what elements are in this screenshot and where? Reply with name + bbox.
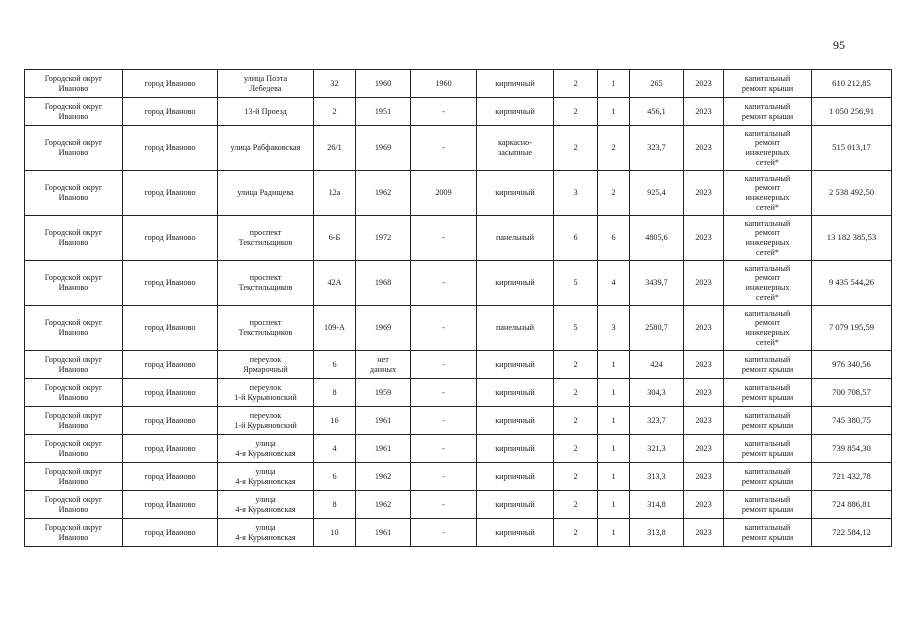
cost-cell: 13 182 385,53 [812, 216, 892, 261]
housing-registry-table [24, 69, 892, 547]
table-row [25, 261, 892, 306]
municipality-cell: Городской округ Иваново [25, 519, 123, 547]
table-row [25, 407, 892, 435]
year-overhaul-cell: - [411, 216, 477, 261]
locality-cell: город Иваново [123, 351, 218, 379]
cost-cell: 7 079 195,59 [812, 306, 892, 351]
area-cell: 314,8 [630, 491, 684, 519]
wall-material-cell: кирпичный [477, 171, 554, 216]
work-type-cell: капитальный ремонт крыши [724, 379, 812, 407]
table-row [25, 351, 892, 379]
municipality-cell: Городской округ Иваново [25, 261, 123, 306]
year-built-cell: 1962 [356, 171, 411, 216]
work-type-cell: капитальный ремонт инженерных сетей* [724, 216, 812, 261]
municipality-cell: Городской округ Иваново [25, 216, 123, 261]
work-type-cell: капитальный ремонт крыши [724, 435, 812, 463]
cost-cell: 2 538 492,50 [812, 171, 892, 216]
floors-cell: 2 [554, 70, 598, 98]
cost-cell: 745 380,75 [812, 407, 892, 435]
area-cell: 3439,7 [630, 261, 684, 306]
municipality-cell: Городской округ Иваново [25, 491, 123, 519]
work-type-cell: капитальный ремонт инженерных сетей* [724, 261, 812, 306]
wall-material-cell: кирпичный [477, 70, 554, 98]
floors-cell: 3 [554, 171, 598, 216]
street-cell: улица Радищева [218, 171, 314, 216]
entrances-cell: 3 [598, 306, 630, 351]
cost-cell: 700 708,57 [812, 379, 892, 407]
year-overhaul-cell: - [411, 379, 477, 407]
plan-year-cell: 2023 [684, 216, 724, 261]
wall-material-cell: кирпичный [477, 407, 554, 435]
year-built-cell: 1972 [356, 216, 411, 261]
municipality-cell: Городской округ Иваново [25, 379, 123, 407]
floors-cell: 2 [554, 463, 598, 491]
locality-cell: город Иваново [123, 126, 218, 171]
entrances-cell: 1 [598, 435, 630, 463]
year-overhaul-cell: - [411, 435, 477, 463]
house-number-cell: 6 [314, 463, 356, 491]
year-overhaul-cell: 1960 [411, 70, 477, 98]
entrances-cell: 1 [598, 70, 630, 98]
year-overhaul-cell: - [411, 126, 477, 171]
house-number-cell: 4 [314, 435, 356, 463]
year-built-cell: 1962 [356, 491, 411, 519]
wall-material-cell: кирпичный [477, 463, 554, 491]
table-row [25, 98, 892, 126]
wall-material-cell: каркасно- засыпные [477, 126, 554, 171]
cost-cell: 976 340,56 [812, 351, 892, 379]
year-built-cell: 1951 [356, 98, 411, 126]
house-number-cell: 16 [314, 407, 356, 435]
wall-material-cell: панельный [477, 306, 554, 351]
street-cell: улица 4-я Курьяновская [218, 463, 314, 491]
plan-year-cell: 2023 [684, 171, 724, 216]
work-type-cell: капитальный ремонт крыши [724, 407, 812, 435]
work-type-cell: капитальный ремонт крыши [724, 351, 812, 379]
street-cell: улица 4-я Курьяновская [218, 435, 314, 463]
street-cell: 13-й Проезд [218, 98, 314, 126]
work-type-cell: капитальный ремонт крыши [724, 519, 812, 547]
table-row [25, 171, 892, 216]
area-cell: 313,8 [630, 519, 684, 547]
table-row [25, 435, 892, 463]
work-type-cell: капитальный ремонт крыши [724, 491, 812, 519]
cost-cell: 610 212,85 [812, 70, 892, 98]
floors-cell: 2 [554, 351, 598, 379]
year-built-cell: 1959 [356, 379, 411, 407]
street-cell: улица Поэта Лебедева [218, 70, 314, 98]
floors-cell: 2 [554, 407, 598, 435]
municipality-cell: Городской округ Иваново [25, 407, 123, 435]
house-number-cell: 6-Б [314, 216, 356, 261]
house-number-cell: 42А [314, 261, 356, 306]
year-overhaul-cell: - [411, 463, 477, 491]
wall-material-cell: кирпичный [477, 261, 554, 306]
house-number-cell: 8 [314, 379, 356, 407]
area-cell: 925,4 [630, 171, 684, 216]
cost-cell: 9 435 544,26 [812, 261, 892, 306]
floors-cell: 2 [554, 491, 598, 519]
year-built-cell: нет данных [356, 351, 411, 379]
plan-year-cell: 2023 [684, 519, 724, 547]
plan-year-cell: 2023 [684, 379, 724, 407]
area-cell: 323,7 [630, 126, 684, 171]
work-type-cell: капитальный ремонт инженерных сетей* [724, 126, 812, 171]
area-cell: 2580,7 [630, 306, 684, 351]
house-number-cell: 109-А [314, 306, 356, 351]
floors-cell: 2 [554, 98, 598, 126]
work-type-cell: капитальный ремонт инженерных сетей* [724, 171, 812, 216]
entrances-cell: 1 [598, 519, 630, 547]
house-number-cell: 8 [314, 491, 356, 519]
municipality-cell: Городской округ Иваново [25, 126, 123, 171]
year-built-cell: 1969 [356, 306, 411, 351]
floors-cell: 2 [554, 519, 598, 547]
entrances-cell: 2 [598, 171, 630, 216]
year-overhaul-cell: - [411, 98, 477, 126]
plan-year-cell: 2023 [684, 70, 724, 98]
municipality-cell: Городской округ Иваново [25, 435, 123, 463]
work-type-cell: капитальный ремонт крыши [724, 98, 812, 126]
floors-cell: 2 [554, 435, 598, 463]
street-cell: переулок Ярмарочный [218, 351, 314, 379]
plan-year-cell: 2023 [684, 407, 724, 435]
area-cell: 265 [630, 70, 684, 98]
floors-cell: 5 [554, 261, 598, 306]
table-row [25, 306, 892, 351]
locality-cell: город Иваново [123, 216, 218, 261]
plan-year-cell: 2023 [684, 306, 724, 351]
street-cell: улица 4-я Курьяновская [218, 519, 314, 547]
plan-year-cell: 2023 [684, 351, 724, 379]
municipality-cell: Городской округ Иваново [25, 171, 123, 216]
entrances-cell: 1 [598, 407, 630, 435]
locality-cell: город Иваново [123, 407, 218, 435]
locality-cell: город Иваново [123, 70, 218, 98]
area-cell: 424 [630, 351, 684, 379]
floors-cell: 2 [554, 126, 598, 171]
page-number: 95 [833, 38, 845, 52]
house-number-cell: 2 [314, 98, 356, 126]
table-row [25, 379, 892, 407]
wall-material-cell: кирпичный [477, 491, 554, 519]
street-cell: переулок 1-й Курьяновский [218, 407, 314, 435]
cost-cell: 515 013,17 [812, 126, 892, 171]
year-built-cell: 1969 [356, 126, 411, 171]
house-number-cell: 26/1 [314, 126, 356, 171]
municipality-cell: Городской округ Иваново [25, 351, 123, 379]
municipality-cell: Городской округ Иваново [25, 98, 123, 126]
year-overhaul-cell: - [411, 261, 477, 306]
locality-cell: город Иваново [123, 435, 218, 463]
table-row [25, 519, 892, 547]
area-cell: 321,3 [630, 435, 684, 463]
entrances-cell: 1 [598, 351, 630, 379]
year-built-cell: 1961 [356, 435, 411, 463]
cost-cell: 1 050 256,91 [812, 98, 892, 126]
municipality-cell: Городской округ Иваново [25, 463, 123, 491]
work-type-cell: капитальный ремонт крыши [724, 70, 812, 98]
entrances-cell: 1 [598, 491, 630, 519]
house-number-cell: 12а [314, 171, 356, 216]
locality-cell: город Иваново [123, 171, 218, 216]
area-cell: 456,1 [630, 98, 684, 126]
entrances-cell: 1 [598, 379, 630, 407]
table-row [25, 463, 892, 491]
cost-cell: 724 886,81 [812, 491, 892, 519]
street-cell: переулок 1-й Курьяновский [218, 379, 314, 407]
plan-year-cell: 2023 [684, 463, 724, 491]
wall-material-cell: кирпичный [477, 98, 554, 126]
floors-cell: 5 [554, 306, 598, 351]
street-cell: улица Рабфаковская [218, 126, 314, 171]
plan-year-cell: 2023 [684, 126, 724, 171]
street-cell: проспект Текстильщиков [218, 261, 314, 306]
entrances-cell: 2 [598, 126, 630, 171]
entrances-cell: 1 [598, 98, 630, 126]
locality-cell: город Иваново [123, 519, 218, 547]
area-cell: 4805,6 [630, 216, 684, 261]
year-overhaul-cell: - [411, 519, 477, 547]
wall-material-cell: панельный [477, 216, 554, 261]
locality-cell: город Иваново [123, 261, 218, 306]
floors-cell: 6 [554, 216, 598, 261]
plan-year-cell: 2023 [684, 98, 724, 126]
cost-cell: 739 854,30 [812, 435, 892, 463]
street-cell: проспект Текстильщиков [218, 306, 314, 351]
table-row [25, 491, 892, 519]
entrances-cell: 1 [598, 463, 630, 491]
year-built-cell: 1968 [356, 261, 411, 306]
area-cell: 323,7 [630, 407, 684, 435]
cost-cell: 721 432,78 [812, 463, 892, 491]
table-row [25, 70, 892, 98]
floors-cell: 2 [554, 379, 598, 407]
municipality-cell: Городской округ Иваново [25, 70, 123, 98]
entrances-cell: 6 [598, 216, 630, 261]
locality-cell: город Иваново [123, 98, 218, 126]
work-type-cell: капитальный ремонт крыши [724, 463, 812, 491]
plan-year-cell: 2023 [684, 261, 724, 306]
year-built-cell: 1961 [356, 519, 411, 547]
locality-cell: город Иваново [123, 463, 218, 491]
municipality-cell: Городской округ Иваново [25, 306, 123, 351]
street-cell: улица 4-я Курьяновская [218, 491, 314, 519]
area-cell: 313,3 [630, 463, 684, 491]
wall-material-cell: кирпичный [477, 351, 554, 379]
locality-cell: город Иваново [123, 306, 218, 351]
wall-material-cell: кирпичный [477, 519, 554, 547]
house-number-cell: 10 [314, 519, 356, 547]
year-overhaul-cell: - [411, 491, 477, 519]
plan-year-cell: 2023 [684, 435, 724, 463]
year-built-cell: 1962 [356, 463, 411, 491]
year-overhaul-cell: - [411, 351, 477, 379]
work-type-cell: капитальный ремонт инженерных сетей* [724, 306, 812, 351]
street-cell: проспект Текстильщиков [218, 216, 314, 261]
house-number-cell: 32 [314, 70, 356, 98]
year-overhaul-cell: - [411, 407, 477, 435]
year-overhaul-cell: 2009 [411, 171, 477, 216]
entrances-cell: 4 [598, 261, 630, 306]
year-built-cell: 1960 [356, 70, 411, 98]
house-number-cell: 6 [314, 351, 356, 379]
year-built-cell: 1961 [356, 407, 411, 435]
wall-material-cell: кирпичный [477, 435, 554, 463]
table-row [25, 126, 892, 171]
plan-year-cell: 2023 [684, 491, 724, 519]
year-overhaul-cell: - [411, 306, 477, 351]
wall-material-cell: кирпичный [477, 379, 554, 407]
locality-cell: город Иваново [123, 379, 218, 407]
cost-cell: 722 584,12 [812, 519, 892, 547]
area-cell: 304,3 [630, 379, 684, 407]
locality-cell: город Иваново [123, 491, 218, 519]
table-row [25, 216, 892, 261]
